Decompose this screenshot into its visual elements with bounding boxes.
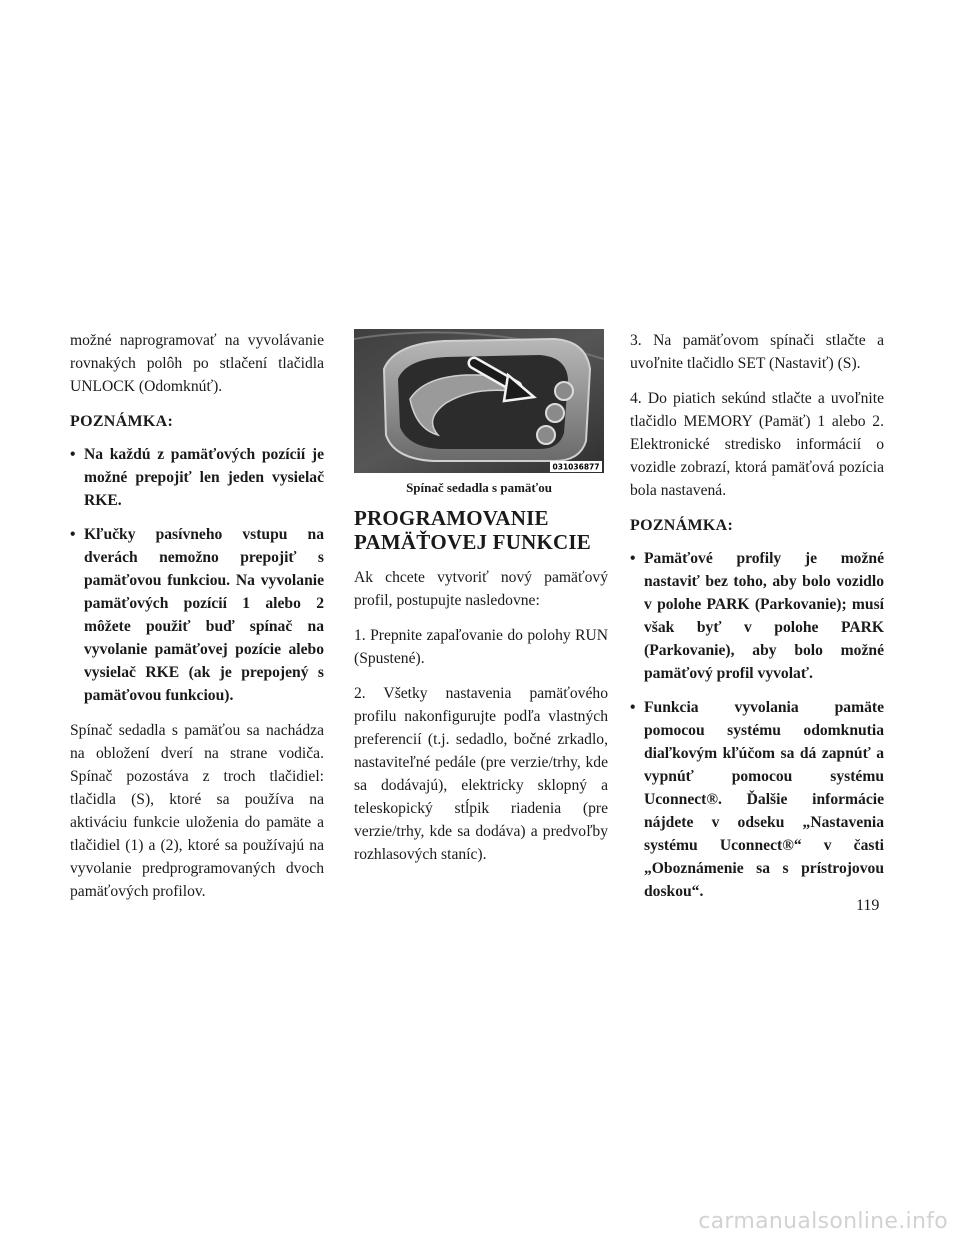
note-item: • Na každú z pamäťových pozícií je možné prepojiť len jeden vysielač RKE. <box>70 443 324 512</box>
figure-code: 031036877 <box>552 462 600 472</box>
note-list <box>630 547 884 903</box>
body-paragraph: Spínač sedadla s pamäťou sa nachádza na obložení dverí na strane vodiča. Spínač pozostáva z troch tlačidiel: tlačidla (S), ktoré sa používa na aktiváciu funkcie uloženia do pamäte a tlačidiel (1) a (2), ktoré sa používajú na vyvolanie predprogramovaných dvoch pamäťových profilov. <box>70 722 324 900</box>
watermark: carmanualsonline.info <box>698 1209 948 1234</box>
step-4: 4. Do piatich sekúnd stlačte a uvoľnite tlačidlo MEMORY (Pamäť) 1 alebo 2. Elektronické stredisko informácií o vozidle zobrazí, ktorá pamäťová pozícia bola nastavená. <box>630 390 884 499</box>
section-title <box>354 506 608 554</box>
note-item: • Kľučky pasívneho vstupu na dverách nemožno prepojiť s pamäťovou funkciou. Na vyvolanie pamäťových pozícií 1 alebo 2 môžete použiť buď spínač na vyvolanie pamäťovej pozície alebo vysielač RKE (ak je prepojený s pamäťovou funkciou). <box>70 523 324 707</box>
section-title-line1: PROGRAMOVANIE <box>354 506 549 530</box>
note-heading: POZNÁMKA: <box>630 517 734 534</box>
figure-caption: Spínač sedadla s pamäťou <box>406 480 552 495</box>
figure <box>354 329 604 496</box>
column-middle <box>354 329 608 878</box>
step-3: 3. Na pamäťovom spínači stlačte a uvoľnite tlačidlo SET (Nastaviť) (S). <box>630 332 884 372</box>
note-item: • Funkcia vyvolania pamäte pomocou systému odomknutia diaľkovým kľúčom sa dá zapnúť a vypnúť pomocou systému Uconnect®. Ďalšie informácie nájdete v odseku „Nastavenia systému Uconnect®“ v časti „Oboznámenie sa s prístrojovou doskou“. <box>630 696 884 903</box>
step-1: 1. Prepnite zapaľovanie do polohy RUN (Spustené). <box>354 627 608 667</box>
note-heading: POZNÁMKA: <box>70 413 174 430</box>
column-right <box>630 329 884 915</box>
note-item: • Pamäťové profily je možné nastaviť bez toho, aby bolo vozidlo v polohe PARK (Parkovanie); musí však byť v polohe PARK (Parkovanie), aby bolo možné pamäťový profil vyvolať. <box>630 547 884 685</box>
memory-switch-image <box>354 329 604 473</box>
page-number: 119 <box>856 897 880 914</box>
section-intro: Ak chcete vytvoriť nový pamäťový profil, postupujte nasledovne: <box>354 569 608 609</box>
note-list <box>70 443 324 707</box>
column-left <box>70 329 324 915</box>
section-title-line2: PAMÄŤOVEJ FUNKCIE <box>354 530 591 554</box>
intro-paragraph: možné naprogramovať na vyvolávanie rovnakých polôh po stlačení tlačidla UNLOCK (Odomknúť). <box>70 332 324 395</box>
step-2: 2. Všetky nastavenia pamäťového profilu nakonfigurujte podľa vlastných preferencií (t.j. sedadlo, bočné zrkadlo, nastaviteľné pedále (pre verzie/trhy, kde sa dodávajú), elektricky sklopný a teleskopický stĺpik riadenia (pre verzie/trhy, kde sa dodáva) a predvoľby rozhlasových staníc). <box>354 685 608 863</box>
